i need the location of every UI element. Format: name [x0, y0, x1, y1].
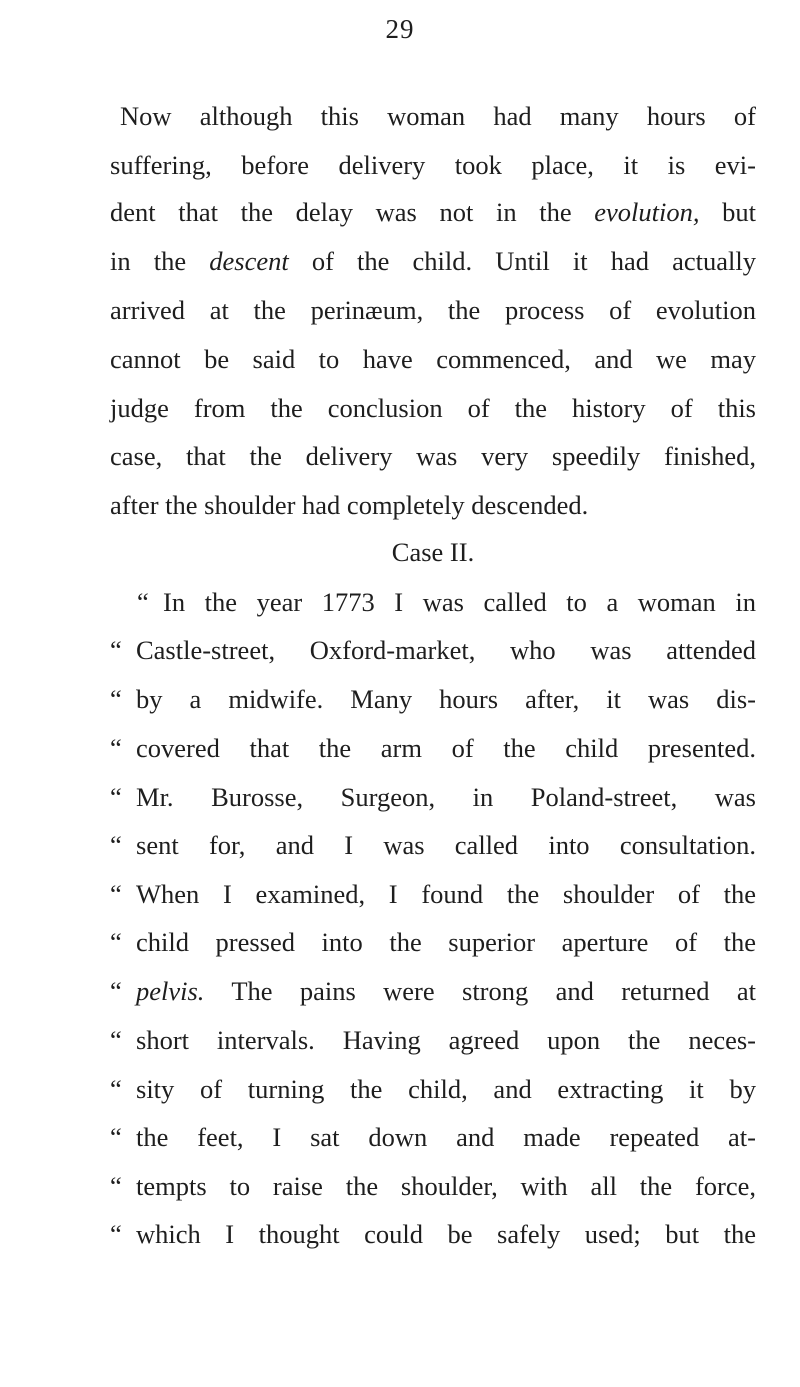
- quote-line: [110, 728, 756, 768]
- text-run: sity of turning the child, and extracting it by: [136, 1074, 756, 1104]
- quote-mark: “: [137, 587, 149, 617]
- italic-text: pelvis.: [136, 976, 205, 1006]
- quote-line: [110, 1069, 756, 1109]
- paragraph-line: [110, 388, 756, 428]
- quote-mark: “: [110, 1074, 122, 1104]
- quote-mark: “: [110, 684, 122, 714]
- paragraph-line: [110, 339, 756, 379]
- paragraph-line: [110, 241, 756, 281]
- quote-mark: “: [110, 879, 122, 909]
- italic-text: evolution,: [594, 197, 700, 227]
- text-run: short intervals. Having agreed upon the neces-: [136, 1025, 756, 1055]
- text-run: after the shoulder had completely descended.: [110, 490, 589, 520]
- quote-line: [110, 1214, 756, 1254]
- page-number: 29: [385, 14, 415, 44]
- quote-line: [110, 1166, 756, 1206]
- case-heading: Case II.: [391, 537, 475, 567]
- quote-line: [110, 679, 756, 719]
- text-run: In the year 1773 I was called to a woman in: [163, 587, 756, 617]
- quote-mark: “: [110, 1025, 122, 1055]
- quote-line: [110, 825, 756, 865]
- quote-mark: “: [110, 830, 122, 860]
- text-run: child pressed into the superior aperture of the: [136, 927, 756, 957]
- text-run: dent that the delay was not in the: [110, 197, 595, 227]
- text-run: Mr. Burosse, Surgeon, in Poland-street, was: [136, 782, 756, 812]
- paragraph-line: [110, 145, 756, 185]
- quote-line: [110, 1117, 756, 1157]
- quote-line: [110, 1020, 756, 1060]
- quote-line: [110, 971, 756, 1011]
- quote-mark: “: [110, 927, 122, 957]
- text-run: tempts to raise the shoulder, with all the force,: [136, 1171, 756, 1201]
- text-run: cannot be said to have commenced, and we may: [110, 344, 756, 374]
- text-run: suffering, before delivery took place, it is evi-: [110, 150, 756, 180]
- paragraph-line: [110, 290, 756, 330]
- text-run: in the: [110, 246, 210, 276]
- text-run: The pains were strong and returned at: [204, 976, 756, 1006]
- text-run: which I thought could be safely used; but the: [136, 1219, 756, 1249]
- text-run: Now although this woman had many hours of: [120, 101, 756, 131]
- quote-mark: “: [110, 782, 122, 812]
- quote-line: [110, 922, 756, 962]
- text-run: the feet, I sat down and made repeated at-: [136, 1122, 756, 1152]
- quote-line: [110, 630, 756, 670]
- quote-line: [110, 874, 756, 914]
- quote-mark: “: [110, 733, 122, 763]
- text-run: Castle-street, Oxford-market, who was attended: [136, 635, 756, 665]
- text-run: When I examined, I found the shoulder of the: [136, 879, 756, 909]
- quote-mark: “: [110, 1171, 122, 1201]
- text-run: judge from the conclusion of the history of this: [110, 393, 756, 423]
- text-run: by a midwife. Many hours after, it was dis-: [136, 684, 756, 714]
- quote-line: [110, 777, 756, 817]
- paragraph-line: [120, 96, 756, 136]
- text-run: case, that the delivery was very speedily finished,: [110, 441, 756, 471]
- italic-text: descent: [209, 246, 289, 276]
- text-run: but: [699, 197, 756, 227]
- quote-mark: “: [110, 1219, 122, 1249]
- quote-mark: “: [110, 635, 122, 665]
- paragraph-line: [110, 436, 756, 476]
- text-run: arrived at the perinæum, the process of evolution: [110, 295, 756, 325]
- text-run: of the child. Until it had actually: [288, 246, 756, 276]
- quote-mark: “: [110, 976, 122, 1006]
- text-run: covered that the arm of the child presented.: [136, 733, 756, 763]
- quote-line: [137, 582, 756, 622]
- paragraph-line: [110, 192, 756, 232]
- paragraph-line: [110, 485, 756, 525]
- quote-mark: “: [110, 1122, 122, 1152]
- text-run: sent for, and I was called into consultation.: [136, 830, 756, 860]
